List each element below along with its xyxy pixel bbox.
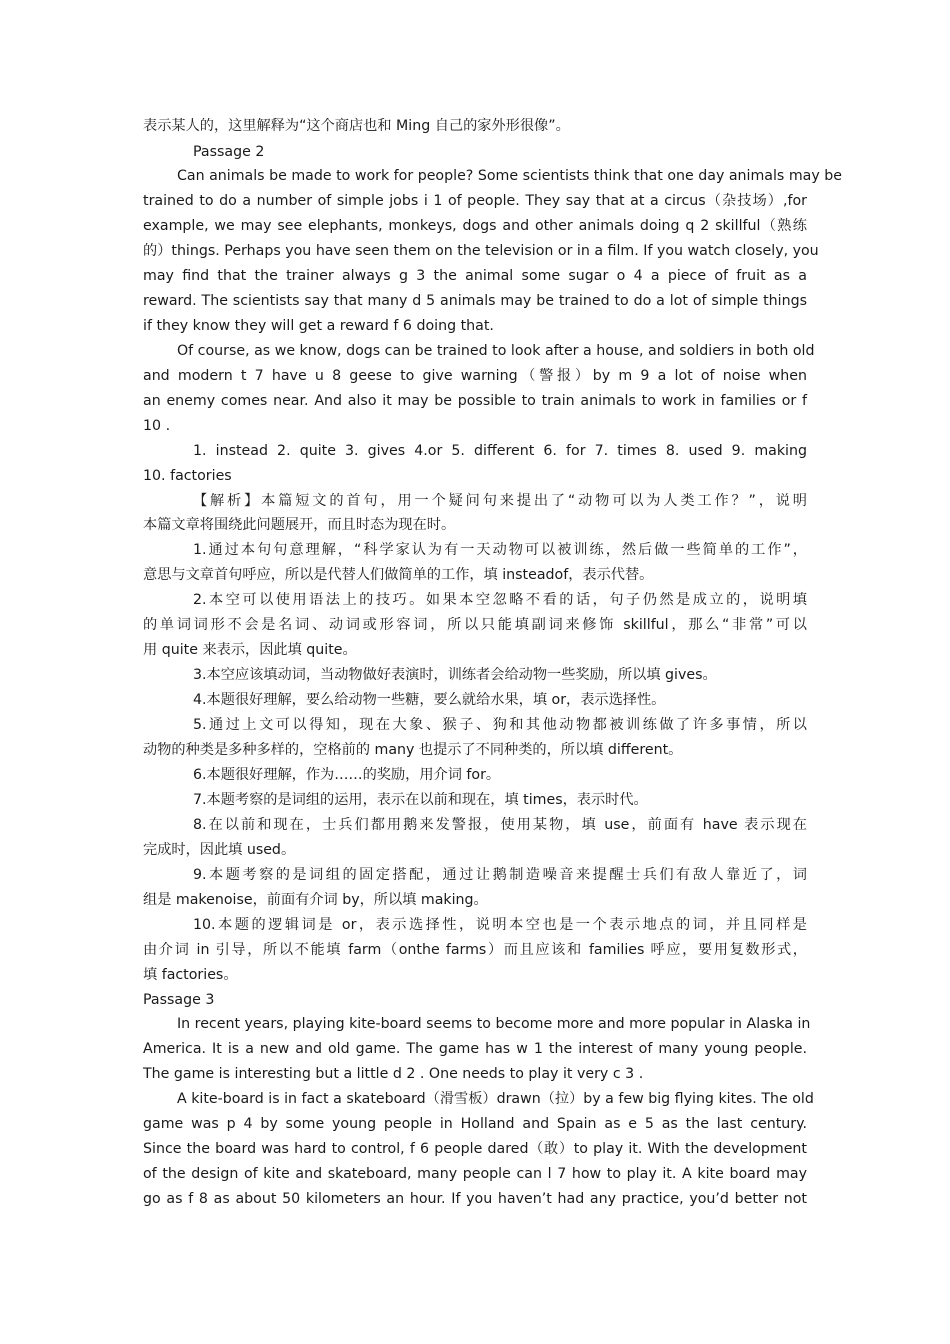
text-line: 意思与文章首句呼应，所以是代替人们做简单的工作，填 insteadof，表示代替。 bbox=[143, 567, 654, 583]
text-line: Since the board was hard to control, f 6 people dared（敢）to play it. With the development bbox=[143, 1141, 807, 1157]
text-line: 7.本题考察的是词组的运用，表示在以前和现在，填 times，表示时代。 bbox=[193, 792, 648, 808]
text-line: 1.通过本句句意理解，“科学家认为有一天动物可以被训练，然后做一些简单的工作”， bbox=[193, 542, 807, 558]
text-line: trained to do a number of simple jobs i 1 of people. They say that at a circus（杂技场）,for bbox=[143, 193, 807, 209]
text-line: In recent years, playing kite-board seems to become more and more popular in Alaska in bbox=[177, 1016, 811, 1032]
text-line: 由介词 in 引导，所以不能填 farm（onthe farms）而且应该和 families 呼应，要用复数形式， bbox=[143, 942, 807, 958]
text-line: 1. instead 2. quite 3. gives 4.or 5. different 6. for 7. times 8. used 9. making bbox=[193, 443, 807, 459]
text-line: Can animals be made to work for people? Some scientists think that one day animals may be bbox=[177, 168, 842, 184]
text-line: 5.通过上文可以得知，现在大象、猴子、狗和其他动物都被训练做了许多事情，所以 bbox=[193, 717, 807, 733]
text-line: 用 quite 来表示，因此填 quite。 bbox=[143, 642, 357, 658]
text-line: 4.本题很好理解，要么给动物一些糖，要么就给水果，填 or，表示选择性。 bbox=[193, 692, 666, 708]
text-line: 完成时，因此填 used。 bbox=[143, 842, 296, 858]
text-line: Passage 2 bbox=[193, 144, 265, 160]
text-line: 填 factories。 bbox=[143, 967, 238, 983]
text-line: 10 . bbox=[143, 418, 171, 434]
text-line: game was p 4 by some young people in Holland and Spain as e 5 as the last century. bbox=[143, 1116, 807, 1132]
text-line: of the design of kite and skateboard, many people can l 7 how to play it. A kite board may bbox=[143, 1166, 807, 1182]
text-line: 的单词词形不会是名词、动词或形容词，所以只能填副词来修饰 skillful，那么“非常”可以 bbox=[143, 617, 807, 633]
text-line: A kite-board is in fact a skateboard（滑雪板）drawn（拉）by a few big flying kites. The old bbox=[177, 1091, 814, 1107]
text-line: 10. factories bbox=[143, 468, 232, 484]
text-line: reward. The scientists say that many d 5 animals may be trained to do a lot of simple things bbox=[143, 293, 807, 309]
text-line: example, we may see elephants, monkeys, dogs and other animals doing q 2 skillful（熟练 bbox=[143, 218, 807, 234]
text-line: 3.本空应该填动词，当动物做好表演时，训练者会给动物一些奖励，所以填 gives。 bbox=[193, 667, 717, 683]
text-line: 6.本题很好理解，作为……的奖励，用介词 for。 bbox=[193, 767, 501, 783]
text-line: 2.本空可以使用语法上的技巧。如果本空忽略不看的话，句子仍然是成立的，说明填 bbox=[193, 592, 807, 608]
text-line: an enemy comes near. And also it may be possible to train animals to work in families or f bbox=[143, 393, 807, 409]
text-line: Passage 3 bbox=[143, 992, 215, 1008]
text-line: 本篇文章将围绕此问题展开，而且时态为现在时。 bbox=[143, 517, 456, 533]
text-line: and modern t 7 have u 8 geese to give warning（警报）by m 9 a lot of noise when bbox=[143, 368, 807, 384]
text-line: go as f 8 as about 50 kilometers an hour. If you haven’t had any practice, you’d better not bbox=[143, 1191, 807, 1207]
text-line: 动物的种类是多种多样的，空格前的 many 也提示了不同种类的，所以填 different。 bbox=[143, 742, 683, 758]
text-line: 的）things. Perhaps you have seen them on the television or in a film. If you watch closely, you bbox=[143, 243, 819, 259]
text-line: 表示某人的，这里解释为“这个商店也和 Ming 自己的家外形很像”。 bbox=[143, 118, 570, 134]
text-line: 9.本题考察的是词组的固定搭配，通过让鹅制造噪音来提醒士兵们有敌人靠近了，词 bbox=[193, 867, 807, 883]
text-line: Of course, as we know, dogs can be trained to look after a house, and soldiers in both old bbox=[177, 343, 815, 359]
text-line: if they know they will get a reward f 6 doing that. bbox=[143, 318, 494, 334]
text-line: America. It is a new and old game. The game has w 1 the interest of many young people. bbox=[143, 1041, 807, 1057]
text-line: may find that the trainer always g 3 the animal some sugar o 4 a piece of fruit as a bbox=[143, 268, 807, 284]
text-line: 组是 makenoise，前面有介词 by，所以填 making。 bbox=[143, 892, 488, 908]
text-line: 10.本题的逻辑词是 or，表示选择性，说明本空也是一个表示地点的词，并且同样是 bbox=[193, 917, 807, 933]
text-line: The game is interesting but a little d 2 . One needs to play it very c 3 . bbox=[143, 1066, 644, 1082]
text-line: 【解析】本篇短文的首句，用一个疑问句来提出了“动物可以为人类工作？”，说明 bbox=[193, 493, 807, 509]
text-line: 8.在以前和现在，士兵们都用鹅来发警报，使用某物，填 use，前面有 have 表示现在 bbox=[193, 817, 807, 833]
